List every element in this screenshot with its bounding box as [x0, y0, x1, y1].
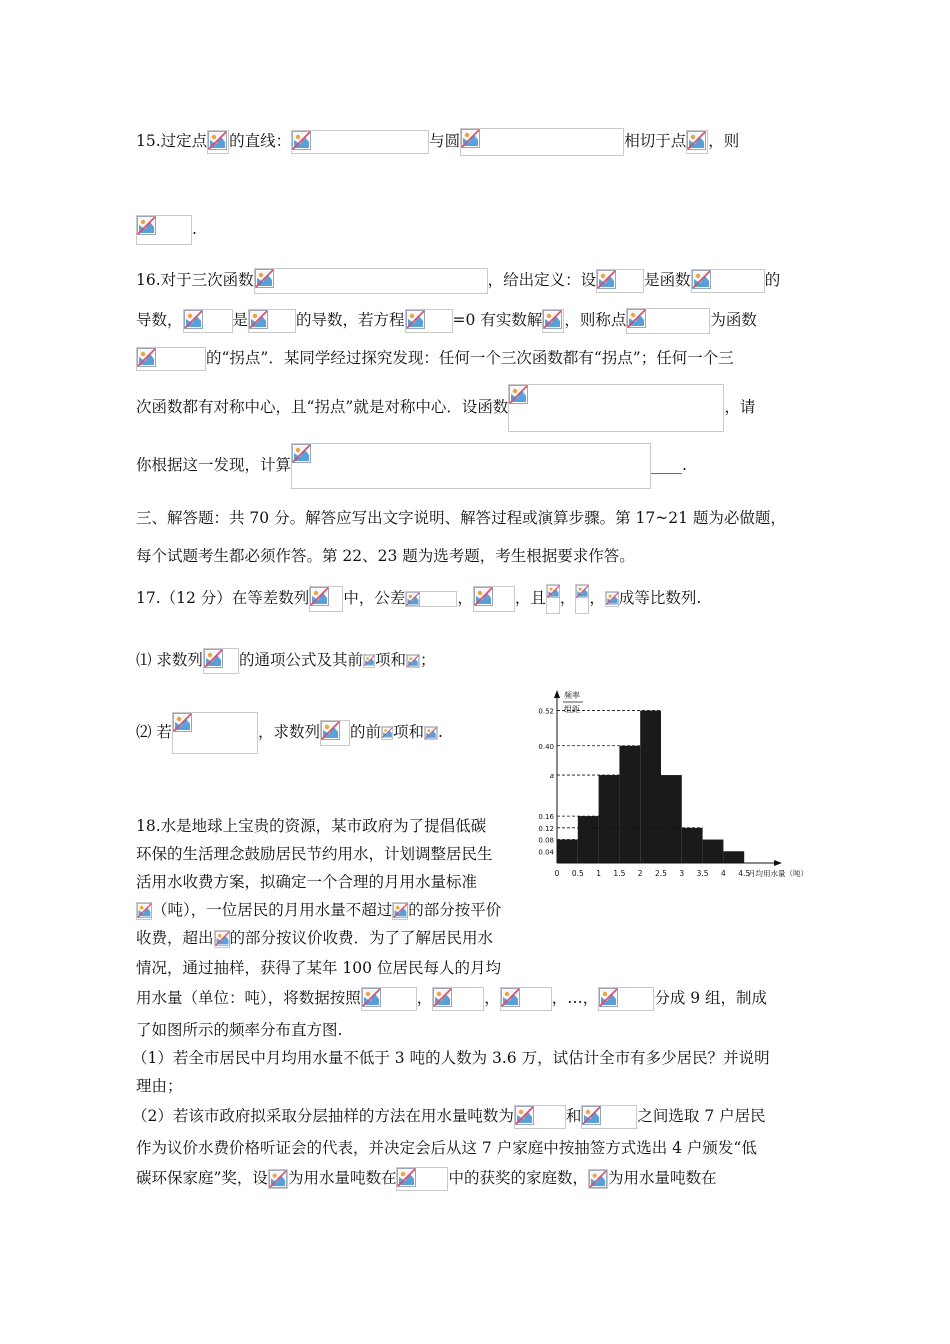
broken-image-icon	[137, 216, 156, 235]
math-image-placeholder	[588, 1169, 608, 1189]
histogram-bar	[619, 746, 640, 863]
math-image-placeholder	[542, 309, 564, 333]
broken-image-icon	[406, 592, 420, 606]
math-image-placeholder	[381, 726, 393, 740]
text: 是函数	[644, 271, 691, 289]
math-image-placeholder	[514, 1105, 566, 1129]
math-image-placeholder	[575, 584, 589, 614]
broken-image-icon	[208, 131, 227, 150]
broken-image-icon	[249, 310, 268, 329]
broken-image-icon	[687, 131, 706, 150]
q18-line2: 环保的生活理念鼓励居民节约用水，计划调整居民生	[136, 845, 493, 863]
broken-image-icon	[576, 585, 589, 598]
histogram-bar	[682, 828, 703, 863]
y-axis-label-bottom: 组距	[564, 705, 580, 714]
text: （2）若该市政府拟采取分层抽样的方法在用水量吨数为	[132, 1107, 514, 1125]
text: 是	[232, 311, 249, 329]
broken-image-icon	[397, 1168, 416, 1187]
text: 相切于点	[624, 132, 687, 150]
broken-image-icon	[321, 721, 340, 740]
broken-image-icon	[393, 903, 408, 918]
q18-sub1-line2: 理由；	[136, 1077, 183, 1095]
text: 项和	[374, 651, 406, 669]
text: 碳环保家庭”奖，设	[136, 1169, 268, 1187]
histogram-bar	[578, 816, 599, 863]
broken-image-icon	[137, 348, 156, 367]
math-image-placeholder	[309, 586, 343, 612]
text: .	[192, 220, 197, 238]
broken-image-icon	[589, 1170, 607, 1188]
text: ；	[419, 651, 436, 669]
math-image-placeholder	[320, 720, 350, 746]
math-image-placeholder	[361, 987, 417, 1011]
text: 之间选取 7 户居民	[637, 1107, 766, 1125]
math-image-placeholder	[546, 584, 560, 614]
y-axis-arrow	[554, 690, 560, 698]
y-axis-label-top: 频率	[564, 691, 580, 700]
text: 用水量（单位：吨），将数据按照	[136, 989, 361, 1007]
broken-image-icon	[406, 310, 425, 329]
broken-image-icon	[137, 903, 152, 918]
text: ，则	[708, 132, 740, 150]
math-image-placeholder	[214, 930, 230, 948]
text: ，…，	[551, 989, 599, 1007]
math-image-placeholder	[136, 347, 206, 371]
math-image-placeholder	[136, 902, 152, 920]
q18-line5	[136, 926, 493, 948]
broken-image-icon	[692, 270, 711, 289]
section3-line1: 三、解答题：共 70 分。解答应写出文字说明、解答过程或演算步骤。第 17~21 题为必做题，	[136, 509, 786, 527]
text: ⑵ 若	[136, 723, 172, 741]
text: 17.（12 分）在等差数列	[136, 589, 310, 607]
q18-sub2-line2: 作为议价水费价格听证会的代表，并决定会后从这 7 户家庭中按抽签方式选出 4 户颁发“低	[136, 1139, 757, 1157]
q18-line4	[136, 898, 501, 920]
broken-image-icon	[606, 592, 619, 605]
text: 16.对于三次函数	[136, 271, 254, 289]
histogram-bar	[599, 775, 620, 863]
math-image-placeholder	[596, 269, 644, 293]
text: 的	[764, 271, 781, 289]
x-tick-label: 4.5	[738, 869, 751, 878]
q15-line1	[136, 128, 739, 156]
math-image-placeholder	[291, 443, 651, 489]
text: 的导数，若方程	[296, 311, 405, 329]
q18-line1: 18.水是地球上宝贵的资源，某市政府为了提倡低碳	[136, 817, 487, 835]
math-image-placeholder	[405, 309, 453, 333]
histogram-bar	[661, 775, 682, 863]
x-tick-label: 1.5	[613, 869, 626, 878]
broken-image-icon	[173, 713, 192, 732]
math-image-placeholder	[691, 269, 765, 293]
text: 导数，	[136, 311, 183, 329]
broken-image-icon	[364, 655, 375, 666]
text: ，	[589, 589, 605, 607]
math-image-placeholder	[508, 384, 724, 432]
text: ，则称点	[564, 311, 627, 329]
x-axis-arrow	[774, 860, 782, 866]
q16-line1	[136, 268, 780, 294]
math-image-placeholder	[203, 648, 239, 674]
broken-image-icon	[582, 1106, 601, 1125]
text: 你根据这一发现，计算	[136, 456, 292, 474]
broken-image-icon	[215, 931, 230, 946]
broken-image-icon	[310, 587, 329, 606]
q18-sub1-line1: （1）若全市居民中月均用水量不低于 3 吨的人数为 3.6 万，试估计全市有多少居民？并说明	[132, 1049, 770, 1067]
text: （吨），一位居民的月用水量不超过	[152, 901, 393, 919]
q18-line6: 情况，通过抽样，获得了某年 100 位居民每人的月均	[136, 959, 501, 977]
math-image-placeholder	[424, 726, 438, 740]
section3-line2: 每个试题考生都必须作答。第 22、23 题为选考题，考生根据要求作答。	[136, 547, 635, 565]
broken-image-icon	[255, 269, 274, 288]
text: 的“拐点”．某同学经过探究发现：任何一个三次函数都有“拐点”；任何一个三	[206, 349, 734, 367]
math-image-placeholder	[406, 654, 420, 668]
q18-line7	[136, 986, 767, 1011]
q16-line2	[136, 308, 757, 334]
x-tick-label: 3	[679, 869, 685, 878]
broken-image-icon	[407, 655, 419, 667]
broken-image-icon	[425, 727, 437, 739]
text: ，	[416, 989, 433, 1007]
math-image-placeholder	[248, 309, 296, 333]
broken-image-icon	[599, 988, 618, 1007]
text: 的部分按平价	[408, 901, 502, 919]
text: 与圆	[429, 132, 461, 150]
broken-image-icon	[292, 131, 311, 150]
q18-sub2-line3	[136, 1166, 716, 1191]
text: 中的获奖的家庭数，	[448, 1169, 588, 1187]
math-image-placeholder	[626, 308, 710, 334]
broken-image-icon	[501, 988, 520, 1007]
text: 15.过定点	[136, 132, 208, 150]
broken-image-icon	[433, 988, 452, 1007]
math-image-placeholder	[432, 987, 484, 1011]
broken-image-icon	[292, 444, 311, 463]
text: 和	[565, 1107, 582, 1125]
text: 收费，超出	[136, 929, 214, 947]
text: 为用水量吨数在	[607, 1169, 717, 1187]
x-tick-label: 3.5	[696, 869, 709, 878]
text: 的部分按议价收费．为了了解居民用水	[229, 929, 494, 947]
broken-image-icon	[474, 587, 493, 606]
text: ，且	[514, 589, 546, 607]
text: 成等比数列.	[618, 589, 702, 607]
broken-image-icon	[597, 270, 616, 289]
broken-image-icon	[461, 129, 480, 148]
x-tick-label: 0.5	[571, 869, 584, 878]
x-axis-label: 月均用水量（吨）	[748, 869, 808, 878]
text: .	[437, 723, 443, 741]
text: ，	[559, 589, 576, 607]
broken-image-icon	[269, 1170, 287, 1188]
math-image-placeholder	[581, 1105, 637, 1129]
math-image-placeholder	[396, 1167, 448, 1191]
frequency-histogram	[540, 688, 820, 888]
math-image-placeholder	[291, 130, 429, 154]
math-image-placeholder	[405, 591, 457, 607]
math-image-placeholder	[136, 215, 192, 245]
y-tick-label: 0.40	[538, 742, 554, 751]
math-image-placeholder	[605, 591, 619, 607]
q16-line3	[136, 346, 734, 371]
text: ⑴ 求数列	[136, 651, 203, 669]
y-tick-label: 0.16	[538, 813, 554, 822]
q18-line3: 活用水收费方案，拟确定一个合理的月用水量标准	[136, 873, 478, 891]
broken-image-icon	[382, 727, 393, 738]
math-image-placeholder	[392, 902, 408, 920]
y-tick-label: 0.12	[538, 824, 554, 833]
text: 项和	[392, 723, 424, 741]
text: 为用水量吨数在	[287, 1169, 397, 1187]
q17-line1	[136, 584, 701, 614]
broken-image-icon	[627, 309, 646, 328]
text: 的直线：	[229, 132, 292, 150]
math-image-placeholder	[268, 1169, 288, 1189]
x-tick-label: 4	[721, 869, 726, 878]
text: 中，公差	[343, 589, 406, 607]
q16-line4	[136, 384, 755, 432]
text: 次函数都有对称中心，且“拐点”就是对称中心．设函数	[136, 398, 509, 416]
y-tick-label: 0.08	[538, 836, 554, 845]
histogram-bar	[703, 840, 724, 863]
broken-image-icon	[184, 310, 203, 329]
broken-image-icon	[204, 649, 223, 668]
text: ，请	[724, 398, 756, 416]
broken-image-icon	[362, 988, 381, 1007]
broken-image-icon	[543, 310, 562, 329]
q18-line8: 了如图所示的频率分布直方图.	[136, 1021, 343, 1039]
text: ，求数列	[257, 723, 320, 741]
math-image-placeholder	[363, 654, 375, 668]
math-image-placeholder	[254, 268, 488, 294]
y-tick-label: a	[549, 772, 554, 781]
x-tick-label: 2.5	[655, 869, 667, 878]
x-tick-label: 1	[596, 869, 601, 878]
math-image-placeholder	[500, 987, 552, 1011]
q17-part1	[136, 648, 435, 674]
math-image-placeholder	[183, 309, 233, 333]
math-image-placeholder	[598, 987, 654, 1011]
y-tick-label: 0.52	[538, 707, 554, 716]
text: =0 有实数解	[452, 311, 543, 329]
text: ，	[457, 589, 473, 607]
math-image-placeholder	[172, 712, 258, 754]
math-image-placeholder	[460, 128, 624, 156]
text: ，给出定义：设	[487, 271, 597, 289]
text: 的前	[349, 723, 381, 741]
text: ，	[484, 989, 500, 1007]
y-tick-label: 0.04	[538, 848, 554, 857]
broken-image-icon	[515, 1106, 534, 1125]
q18-sub2-line1	[132, 1104, 766, 1129]
broken-image-icon	[547, 585, 560, 598]
text: 分成 9 组，制成	[654, 989, 768, 1007]
q17-part2	[136, 712, 443, 754]
math-image-placeholder	[686, 130, 708, 154]
text: 的通项公式及其前	[238, 651, 363, 669]
math-image-placeholder	[473, 586, 515, 612]
broken-image-icon	[509, 385, 528, 404]
text: ____.	[651, 456, 687, 474]
x-tick-label: 0	[554, 869, 560, 878]
math-image-placeholder	[207, 130, 229, 154]
x-tick-label: 2	[637, 869, 643, 878]
histogram-bar	[640, 711, 661, 863]
histogram-bar	[723, 851, 744, 863]
q15-line2	[136, 215, 197, 245]
q16-line5	[136, 443, 687, 489]
text: 为函数	[710, 311, 757, 329]
